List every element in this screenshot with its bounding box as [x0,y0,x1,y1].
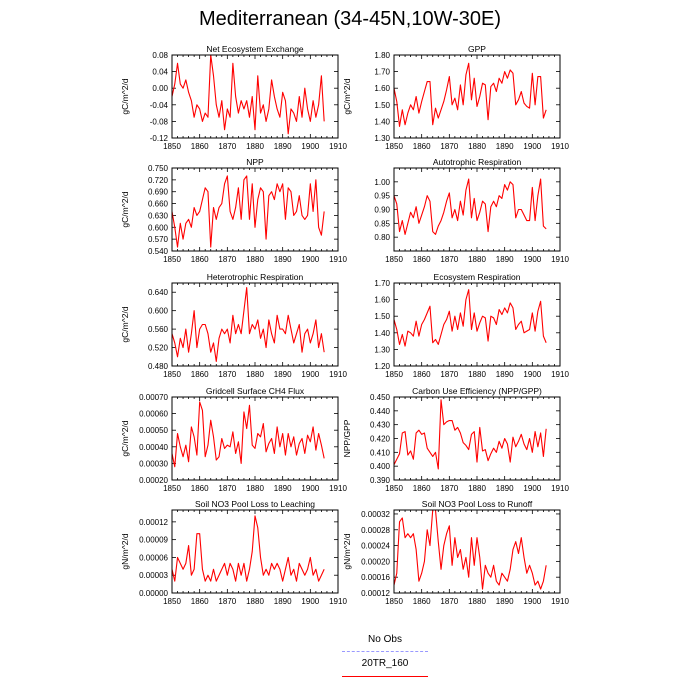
y-tick-label: 0.00006 [139,553,168,563]
x-tick-label: 1880 [246,370,264,379]
plot-frame [394,168,560,251]
y-tick-label: 1.00 [374,177,390,187]
x-tick-label: 1890 [495,484,514,493]
x-tick-label: 1870 [218,484,237,493]
y-tick-label: 0.85 [374,219,390,229]
y-axis-label: gC/m^2/d [120,420,130,457]
x-tick-label: 1900 [301,370,320,379]
y-axis-label: NPP/GPP [342,419,352,458]
chart-panel [342,44,569,151]
y-tick-label: 0.560 [147,325,168,335]
x-tick-label: 1900 [301,255,320,264]
plot-frame [172,283,338,366]
y-tick-label: 0.08 [152,51,168,60]
series-line [394,63,546,126]
y-tick-label: 0.690 [147,187,168,197]
x-tick-label: 1880 [468,255,486,264]
x-tick-label: 1870 [440,370,459,379]
y-axis-label: gC/m^2/d [120,78,130,115]
x-tick-label: 1910 [551,255,569,264]
x-tick-label: 1850 [163,255,181,264]
y-tick-label: 0.440 [369,406,390,416]
x-tick-label: 1850 [385,255,403,264]
y-tick-label: 0.400 [369,462,390,472]
series-line [172,402,324,467]
x-tick-label: 1870 [440,142,459,151]
x-tick-label: 1880 [246,142,264,151]
x-tick-label: 1890 [495,370,514,379]
x-tick-label: 1890 [273,484,292,493]
y-axis-label: gC/m^2/d [120,306,130,343]
y-tick-label: 0.410 [369,448,390,458]
x-tick-label: 1890 [273,255,292,264]
y-tick-label: 0.04 [152,67,168,77]
x-tick-label: 1910 [551,370,569,379]
y-tick-label: 0.630 [147,211,168,221]
x-tick-label: 1910 [329,370,347,379]
x-tick-label: 1850 [385,484,403,493]
y-tick-label: 0.420 [369,434,390,444]
chart-title: NPP [246,157,264,167]
chart-panel [374,157,569,264]
x-tick-label: 1890 [273,597,292,606]
y-tick-label: 0.640 [147,288,168,298]
chart-panel [120,499,347,606]
y-tick-label: 0.600 [147,223,168,233]
chart-title: GPP [468,44,486,54]
y-tick-label: 0.00030 [139,459,168,469]
x-tick-label: 1870 [440,255,459,264]
y-tick-label: 0.00003 [139,571,168,581]
y-tick-label: -0.08 [149,117,168,127]
x-tick-label: 1880 [246,597,264,606]
chart-title: Ecosystem Respiration [433,272,521,282]
series-line [394,400,546,469]
y-tick-label: 0.390 [369,476,390,485]
x-tick-label: 1850 [163,484,181,493]
legend-label-model: 20TR_160 [361,658,409,669]
y-tick-label: 1.60 [374,84,390,94]
chart-title: Soil NO3 Pool Loss to Leaching [194,499,316,509]
y-tick-label: 0.00032 [361,509,390,519]
y-tick-label: 0.00009 [139,535,168,545]
x-tick-label: 1910 [329,255,347,264]
x-tick-label: 1850 [163,370,181,379]
y-tick-label: 0.660 [147,199,168,209]
series-line [394,179,546,234]
x-tick-label: 1900 [523,142,542,151]
x-tick-label: 1910 [551,142,569,151]
x-tick-label: 1900 [523,597,542,606]
chart-panel [342,386,569,493]
series-line [172,176,324,247]
x-tick-label: 1880 [468,597,486,606]
y-tick-label: 1.50 [374,312,390,322]
page-title: Mediterranean (34-45N,10W-30E) [198,8,501,30]
x-tick-label: 1910 [551,597,569,606]
x-tick-label: 1900 [523,255,542,264]
x-tick-label: 1880 [468,484,486,493]
x-tick-label: 1860 [190,484,209,493]
y-tick-label: 0.750 [147,164,168,173]
x-tick-label: 1860 [412,142,431,151]
x-tick-label: 1870 [440,597,459,606]
y-axis-label: gN/m^2/d [342,533,352,570]
x-tick-label: 1910 [329,142,347,151]
y-tick-label: 0.00020 [361,557,390,567]
y-tick-label: 0.570 [147,235,168,245]
x-tick-label: 1870 [218,370,237,379]
x-tick-label: 1860 [412,484,431,493]
x-tick-label: 1890 [273,370,292,379]
chart-panel [120,157,347,264]
x-tick-label: 1900 [301,597,320,606]
y-tick-label: 0.00 [152,84,168,94]
y-tick-label: 0.480 [147,362,168,371]
y-tick-label: 0.540 [147,247,168,256]
y-tick-label: 0.00020 [139,476,168,485]
y-axis-label: gC/m^2/d [342,78,352,115]
x-tick-label: 1870 [218,142,237,151]
x-tick-label: 1860 [412,597,431,606]
y-tick-label: 0.450 [369,393,390,402]
chart-panel [374,272,569,379]
x-tick-label: 1860 [190,142,209,151]
x-tick-label: 1880 [246,484,264,493]
x-tick-label: 1870 [440,484,459,493]
chart-title: Carbon Use Efficiency (NPP/GPP) [412,386,542,396]
legend-line-obs [342,651,428,652]
series-line [394,510,546,589]
y-tick-label: 1.30 [374,345,390,355]
x-tick-label: 1890 [495,142,514,151]
y-tick-label: 0.95 [374,191,390,201]
x-tick-label: 1910 [551,484,569,493]
plot-frame [394,283,560,366]
x-tick-label: 1900 [523,370,542,379]
x-tick-label: 1850 [385,597,403,606]
chart-title: Heterotrophic Respiration [206,272,304,282]
y-tick-label: 1.70 [374,279,390,288]
y-tick-label: 0.00060 [139,409,168,419]
x-tick-label: 1850 [163,597,181,606]
x-tick-label: 1900 [301,142,320,151]
y-tick-label: 0.600 [147,306,168,316]
y-tick-label: 1.80 [374,51,390,60]
y-tick-label: 0.00040 [139,442,168,452]
chart-title: Autotrophic Respiration [432,157,522,167]
x-tick-label: 1860 [412,255,431,264]
chart-title: Net Ecosystem Exchange [206,44,304,54]
x-tick-label: 1900 [301,484,320,493]
y-tick-label: 0.80 [374,233,390,243]
series-line [172,516,324,581]
chart-title: Gridcell Surface CH4 Flux [205,386,305,396]
y-axis-label: gC/m^2/d [120,191,130,228]
y-tick-label: 1.50 [374,100,390,110]
x-tick-label: 1890 [495,597,514,606]
legend-label-obs: No Obs [368,634,402,645]
y-tick-label: 0.00016 [361,573,390,583]
y-tick-label: 1.40 [374,117,390,127]
y-tick-label: 0.520 [147,343,168,353]
y-tick-label: 0.720 [147,175,168,185]
y-tick-label: 0.00050 [139,426,168,436]
plot-frame [394,55,560,138]
x-tick-label: 1850 [163,142,181,151]
y-tick-label: 0.00028 [361,525,390,535]
x-tick-label: 1900 [523,484,542,493]
x-tick-label: 1860 [190,597,209,606]
x-tick-label: 1860 [412,370,431,379]
series-line [394,290,546,346]
y-tick-label: 0.90 [374,205,390,215]
series-line [172,55,324,134]
y-tick-label: 0.00070 [139,393,168,402]
x-tick-label: 1890 [495,255,514,264]
chart-panel [342,499,569,606]
y-tick-label: 1.40 [374,328,390,338]
x-tick-label: 1850 [385,142,403,151]
plot-frame [172,397,338,480]
x-tick-label: 1870 [218,597,237,606]
x-tick-label: 1880 [468,370,486,379]
y-tick-label: 0.00012 [361,589,390,598]
chart-title: Soil NO3 Pool Loss to Runoff [421,499,533,509]
y-tick-label: -0.04 [149,100,168,110]
x-tick-label: 1860 [190,370,209,379]
y-tick-label: 1.60 [374,295,390,305]
x-tick-label: 1860 [190,255,209,264]
legend-line-model [342,676,428,677]
y-tick-label: 0.00012 [139,517,168,527]
x-tick-label: 1870 [218,255,237,264]
series-line [172,288,324,362]
chart-panel [120,272,347,379]
y-tick-label: 0.430 [369,420,390,430]
x-tick-label: 1890 [273,142,292,151]
legend [330,634,440,684]
y-axis-label: gN/m^2/d [120,533,130,570]
x-tick-label: 1880 [468,142,486,151]
y-tick-label: -0.12 [149,134,168,143]
y-tick-label: 1.70 [374,67,390,77]
plot-frame [394,397,560,480]
x-tick-label: 1880 [246,255,264,264]
y-tick-label: 1.20 [374,362,390,371]
chart-panel [120,386,347,493]
chart-panel [120,44,347,151]
y-tick-label: 1.30 [374,134,390,143]
y-tick-label: 0.00024 [361,541,390,551]
y-tick-label: 0.00000 [139,589,168,598]
x-tick-label: 1850 [385,370,403,379]
x-tick-label: 1910 [329,597,347,606]
x-tick-label: 1910 [329,484,347,493]
